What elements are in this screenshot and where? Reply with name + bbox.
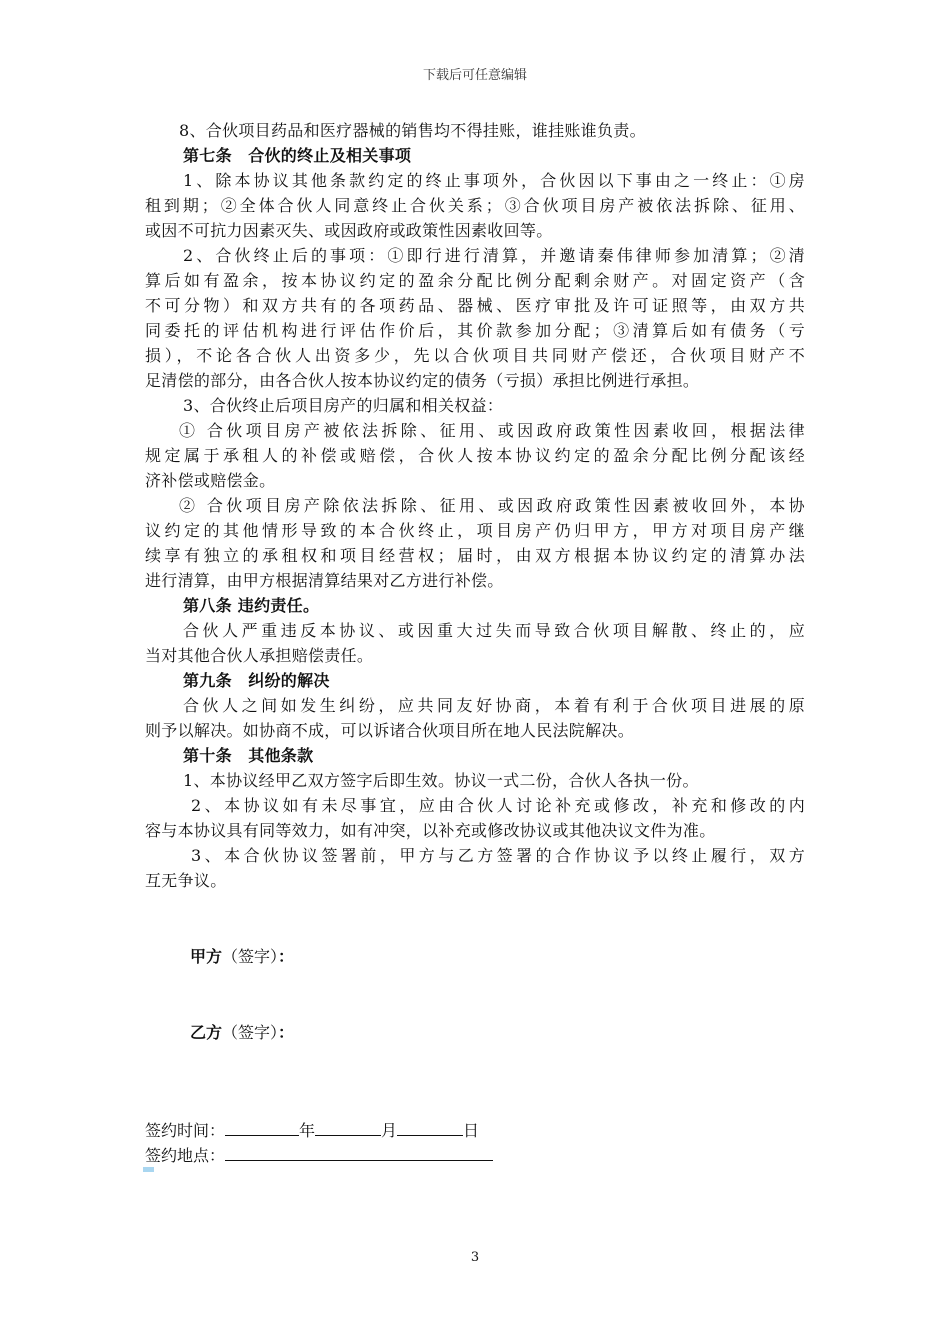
paragraph-line: 进行清算，由甲方根据清算结果对乙方进行补偿。 <box>145 571 504 590</box>
page-header: 下载后可任意编辑 <box>422 68 527 83</box>
section-heading: 第七条 合伙的终止及相关事项 <box>183 146 412 165</box>
signing-date-row: 签约时间： 年 月 日 <box>145 1121 480 1140</box>
paragraph-line: ② 合伙项目房产除依法拆除、征用、或因政府政策性因素被收回外，本协 <box>179 496 805 515</box>
signature-party-a: 甲方（签字）： <box>190 947 295 966</box>
signing-place-label: 签约地点： <box>145 1146 226 1165</box>
paragraph-line: ① 合伙项目房产被依法拆除、征用、或因政府政策性因素收回，根据法律 <box>179 421 805 440</box>
month-blank <box>315 1119 381 1136</box>
paragraph-line: 2、本协议如有未尽事宜，应由合伙人讨论补充或修改，补充和修改的内 <box>191 796 805 815</box>
party-b-paren: （签字） <box>222 1023 279 1042</box>
signing-date-label: 签约时间： <box>145 1121 226 1140</box>
section-heading: 第九条 纠纷的解决 <box>183 671 330 690</box>
paragraph-line: 合伙人严重违反本协议、或因重大过失而导致合伙项目解散、终止的，应 <box>183 621 805 640</box>
signature-party-b: 乙方（签字）： <box>190 1023 295 1042</box>
year-blank <box>225 1119 299 1136</box>
paragraph-line: 租到期；②全体合伙人同意终止合伙关系；③合伙项目房产被依法拆除、征用、 <box>145 196 805 215</box>
paragraph-line: 损），不论各合伙人出资多少，先以合伙项目共同财产偿还，合伙项目财产不 <box>145 346 805 365</box>
party-a-paren: （签字） <box>222 947 279 966</box>
section-heading: 第十条 其他条款 <box>183 746 314 765</box>
party-b-label: 乙方 <box>190 1023 223 1042</box>
section-heading: 第八条 违约责任。 <box>183 596 320 615</box>
page-number: 3 <box>470 1250 480 1265</box>
paragraph-line: 则予以解决。如协商不成，可以诉诸合伙项目所在地人民法院解决。 <box>145 721 635 740</box>
paragraph-line: 1、本协议经甲乙双方签字后即生效。协议一式二份，合伙人各执一份。 <box>183 771 699 790</box>
place-blank <box>225 1144 493 1161</box>
document-body <box>145 118 805 893</box>
paragraph-line: 互无争议。 <box>145 871 227 890</box>
paragraph-line: 当对其他合伙人承担赔偿责任。 <box>145 646 374 665</box>
paragraph-line: 3、本合伙协议签署前，甲方与乙方签署的合作协议予以终止履行，双方 <box>191 846 805 865</box>
paragraph-line: 容与本协议具有同等效力，如有冲突，以补充或修改协议或其他决议文件为准。 <box>145 821 716 840</box>
paragraph-line: 足清偿的部分，由各合伙人按本协议约定的债务（亏损）承担比例进行承担。 <box>145 371 700 390</box>
paragraph-line: 或因不可抗力因素灭失、或因政府或政策性因素收回等。 <box>145 221 553 240</box>
paragraph-line: 同委托的评估机构进行评估作价后，其价款参加分配；③清算后如有债务（亏 <box>145 321 805 340</box>
selection-marker <box>143 1167 154 1172</box>
paragraph-line: 续享有独立的承租权和项目经营权；届时，由双方根据本协议约定的清算办法 <box>145 546 805 565</box>
paragraph-line: 算后如有盈余，按本协议约定的盈余分配比例分配剩余财产。对固定资产（含 <box>145 271 805 290</box>
paragraph-line: 合伙人之间如发生纠纷，应共同友好协商，本着有利于合伙项目进展的原 <box>183 696 805 715</box>
paragraph-line: 议约定的其他情形导致的本合伙终止，项目房产仍归甲方，甲方对项目房产继 <box>145 521 805 540</box>
paragraph-line: 不可分物）和双方共有的各项药品、器械、医疗审批及许可证照等，由双方共 <box>145 296 805 315</box>
day-blank <box>397 1119 463 1136</box>
paragraph-line: 8、合伙项目药品和医疗器械的销售均不得挂账，谁挂账谁负责。 <box>179 121 646 140</box>
paragraph-line: 济补偿或赔偿金。 <box>145 471 276 490</box>
paragraph-line: 1、除本协议其他条款约定的终止事项外，合伙因以下事由之一终止：①房 <box>183 171 805 190</box>
paragraph-line: 2、合伙终止后的事项：①即行进行清算，并邀请秦伟律师参加清算；②清 <box>183 246 805 265</box>
paragraph-line: 规定属于承租人的补偿或赔偿，合伙人按本协议约定的盈余分配比例分配该经 <box>145 446 805 465</box>
signing-place-row <box>145 1144 493 1168</box>
party-a-label: 甲方 <box>190 947 223 966</box>
paragraph-line: 3、合伙终止后项目房产的归属和相关权益： <box>183 396 504 415</box>
